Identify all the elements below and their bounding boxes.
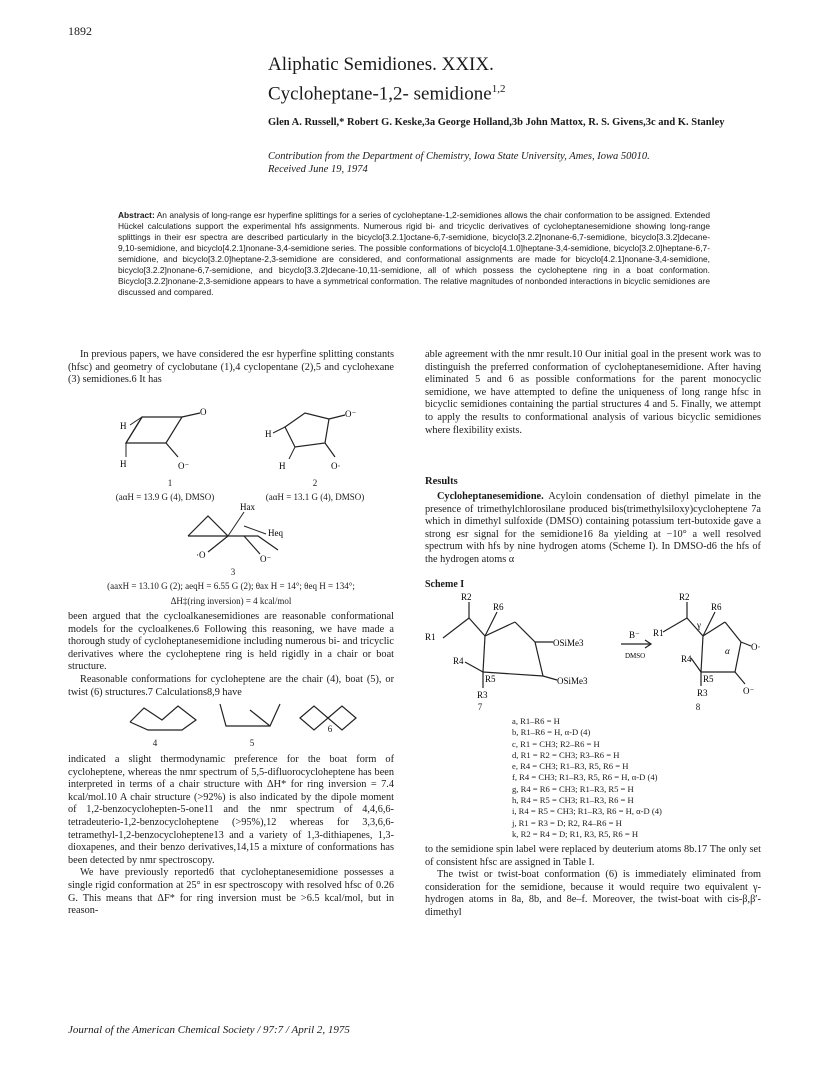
- structure-2-number: 2: [312, 478, 318, 488]
- svg-text:R1: R1: [425, 632, 436, 642]
- structure-1-number: 1: [167, 478, 173, 488]
- right-paragraph-3: to the semidione spin label were replaced by deuterium atoms 8b.17 The only set of consistent hfsc are assigned in Table I. The twist or twist-boat conformation (6) is immediately eliminated from consideration for the semidione, because it would require two equivalent γ-hydrogen atoms in 8a, 8b, and 8e–f. Moreover, the twist-boat with cis-β,β′-dimethyl: [425, 844, 761, 918]
- substituent-item: b, R1–R6 = H, α-D (4): [512, 727, 591, 738]
- svg-text:H: H: [279, 461, 286, 471]
- svg-text:R2: R2: [679, 592, 690, 602]
- page-number: 1892: [68, 24, 92, 38]
- svg-text:O: O: [200, 407, 207, 417]
- svg-text:DMSO: DMSO: [625, 652, 646, 660]
- structure-4-number: 4: [152, 738, 158, 748]
- svg-text:OSiMe3: OSiMe3: [553, 638, 584, 648]
- substituent-item: f, R4 = CH3; R1–R3, R5, R6 = H, α-D (4): [512, 772, 658, 783]
- svg-text:O·: O·: [751, 642, 761, 652]
- section-lead: Cycloheptanesemidione.: [437, 491, 544, 502]
- structure-3-caption-2: ΔH‡(ring inversion) = 4 kcal/mol: [170, 596, 292, 606]
- svg-text:R5: R5: [485, 674, 496, 684]
- svg-text:·O: ·O: [196, 550, 206, 560]
- svg-text:R6: R6: [711, 602, 722, 612]
- substituent-item: h, R4 = R5 = CH3; R1–R3, R6 = H: [512, 795, 634, 806]
- structure-6-number: 6: [327, 724, 333, 734]
- left-paragraph-3: indicated a slight thermodynamic preference for the boat form of cycloheptene, whereas the nmr spectrum of 5,5-difluorocycloheptene has been interpreted in terms of a chair structure with ΔH* for ring inversion = 7.4 kcal/mol.10 A chair structure (>92%) is also indicated by the dipole moment of 1,2-benzocyclohepten-5-one11 and the nmr spectrum of 4,4,6,6-tetradeuterio-1,2-benzocycloheptene (>95%),12 whereas for 3,3,6,6-tetramethyl-1,2-benzocycloheptene13 and a variety of 1,3-dithiapenes, 1,3-dioxapenes, and their benzo derivatives,14,15 a mixture of conformations has been detected by nmr spectroscopy. We have previously reported6 that cycloheptanesemidione possesses a single rigid conformation at 25° in esr spectroscopy with resolved hfsc of 0.26 G. This means that ΔF* for ring inversion must be >6.5 kcal/mol, but in reason-: [68, 754, 394, 917]
- substituent-item: a, R1–R6 = H: [512, 716, 560, 726]
- authors: Glen A. Russell,* Robert G. Keske,3a George Holland,3b John Mattox, R. S. Givens,3c and K. Stanley: [268, 117, 725, 128]
- svg-text:R4: R4: [681, 654, 692, 664]
- scheme-label: Scheme I: [425, 579, 465, 590]
- article-title: Aliphatic Semidiones. XXIX.: [268, 54, 494, 75]
- substituent-item: g, R4 = R6 = CH3; R1–R3, R5 = H: [512, 783, 634, 794]
- svg-text:O⁻: O⁻: [345, 409, 357, 419]
- substituent-item: j, R1 = R3 = D; R2, R4–R6 = H: [512, 817, 622, 828]
- compound-7-number: 7: [477, 702, 483, 712]
- substituent-item: k, R2 = R4 = D; R1, R3, R5, R6 = H: [512, 828, 639, 839]
- substituent-item: c, R1 = CH3; R2–R6 = H: [512, 738, 600, 749]
- article-subtitle: Cycloheptane-1,2- semidione$^{1,2}$: [268, 83, 506, 105]
- structure-2-drawing: [265, 405, 375, 475]
- right-paragraph-1: able agreement with the nmr result.10 Our initial goal in the present work was to distinguish the preferred conformation of cycloheptanesemidione. After having eliminated 5 and 6 as possible conformations for the parent monocyclic semidione, we have attempted to define the uniqueness of long range hfsc in bicyclic semidiones containing the partial structures 4 and 5. Finally, we attempt to apply the results to conformational analysis of various bicyclic semidiones where flexibility exists.: [425, 349, 761, 436]
- svg-text:R4: R4: [453, 656, 464, 666]
- compound-8-number: 8: [695, 702, 701, 712]
- svg-text:H: H: [120, 459, 127, 469]
- svg-text:H: H: [120, 421, 127, 431]
- structure-3-caption-1: (aaxH = 13.10 G (2); aeqH = 6.55 G (2); θax H = 14°; θeq H = 134°;: [107, 581, 355, 591]
- svg-text:R2: R2: [461, 592, 472, 602]
- svg-text:O⁻: O⁻: [743, 686, 755, 696]
- svg-text:H: H: [265, 429, 272, 439]
- substituent-item: d, R1 = R2 = CH3; R3–R6 = H: [512, 749, 620, 760]
- abstract-text: An analysis of long-range esr hyperfine splittings for a series of cycloheptane-1,2-semidiones allows the chair conformation to be assigned. Extended Hückel calculations support the experimental hfs assignments. Numerous rigid bi- and tricyclic derivatives of cycloheptanesemidione showing long-range splittings in their esr spectra are described particularly in the bicyclo[3.2.1]octane-6,7-semidione, bicyclo[3.2.2]nonane-6,7-semidione, bicyclo[3.3.2]decane-9,10-semidione, and bicyclo[4.2.1]nonane-3,4-semidione series. The possible conformations of bicyclo[4.1.0]heptane-3,4-semidione, bicyclo[3.2.0]heptane-6,7-semidione, and bicyclo[3.2.0]heptane-2,3-semidione are considered, and conformational assignments are made for bicyclo[4.2.1]nonane-3,4-semidione, bicyclo[3.2.2]nonane-6,7-semidione, and bicyclo[3.3.2]decane-10,11-semidione, all of which possess the cycloheptene ring in a boat conformation. Bicyclo[3.2.2]nonane-2,3-semidione appears to have a symmetrical conformation. The relative magnitudes of nonbonded interactions in bicyclic semidiones are discussed and compared.: [118, 210, 710, 297]
- journal-footer: Journal of the American Chemical Society / 97:7 / April 2, 1975: [68, 1024, 350, 1036]
- svg-text:γ: γ: [697, 620, 701, 630]
- abstract: [118, 210, 710, 298]
- abstract-label: Abstract:: [118, 210, 155, 220]
- structure-3-number: 3: [230, 567, 236, 577]
- left-paragraph-2: been argued that the cycloalkanesemidiones are reasonable conformational models for the cycloalkenes.6 Following this reasoning, we have made a thorough study of cycloheptanesemidione including numerous bi- and tricyclic derivatives where the cycloheptene ring is held rigidly in a chair or boat structure. Reasonable conformations for cycloheptene are the chair (4), boat (5), or twist (6) structures.7 Calculations8,9 have: [68, 611, 394, 698]
- svg-text:R3: R3: [697, 688, 708, 698]
- left-paragraph-1: In previous papers, we have considered the esr hyperfine splitting constants (hfsc) and geometry of cyclobutane (1),4 cyclopentane (2),5 and cyclohexane (3) semidiones.6 It has: [68, 349, 394, 386]
- svg-text:R3: R3: [477, 690, 488, 700]
- substituent-item: i, R4 = R5 = CH3; R1–R3, R6 = H, α-D (4): [512, 806, 662, 817]
- svg-text:OSiMe3: OSiMe3: [557, 676, 588, 686]
- svg-text:R1: R1: [653, 628, 664, 638]
- scheme-1-drawing: [425, 592, 761, 702]
- structure-2-caption: (aαH = 13.1 G (4), DMSO): [265, 492, 365, 502]
- substituent-list: [512, 716, 762, 840]
- svg-text:R5: R5: [703, 674, 714, 684]
- structure-3-drawing: [178, 502, 298, 566]
- affiliation: [268, 150, 738, 176]
- svg-text:Hax: Hax: [240, 502, 255, 512]
- svg-text:O·: O·: [331, 461, 341, 471]
- right-paragraph-2: Cycloheptanesemidione. Acyloin condensation of diethyl pimelate in the presence of trimethylchlorosilane produced bis(trimethylsiloxy)cycloheptene 7a which in dimethyl sulfoxide (DMSO) containing potassium tert-butoxide gave a strong esr signal for the semidione16 8a yielding at −10° a well resolved spectrum with hfs by nine hydrogen atoms (Scheme I). In DMSO-d6 the hfs of the hydrogen atoms α: [425, 491, 761, 565]
- structure-5-number: 5: [249, 738, 255, 748]
- results-heading: Results: [425, 476, 458, 487]
- svg-text:R6: R6: [493, 602, 504, 612]
- svg-text:Heq: Heq: [268, 528, 283, 538]
- structure-1-drawing: [120, 405, 230, 475]
- svg-text:B⁻: B⁻: [629, 630, 640, 640]
- svg-text:α: α: [725, 646, 730, 656]
- svg-text:O⁻: O⁻: [178, 461, 190, 471]
- substituent-item: e, R4 = CH3; R1–R3, R5, R6 = H: [512, 761, 629, 772]
- svg-text:O⁻: O⁻: [260, 554, 272, 564]
- affiliation-line: Contribution from the Department of Chemistry, Iowa State University, Ames, Iowa 50010.: [268, 151, 650, 162]
- received-date: Received June 19, 1974: [268, 164, 368, 175]
- structure-1-caption: (aαH = 13.9 G (4), DMSO): [115, 492, 215, 502]
